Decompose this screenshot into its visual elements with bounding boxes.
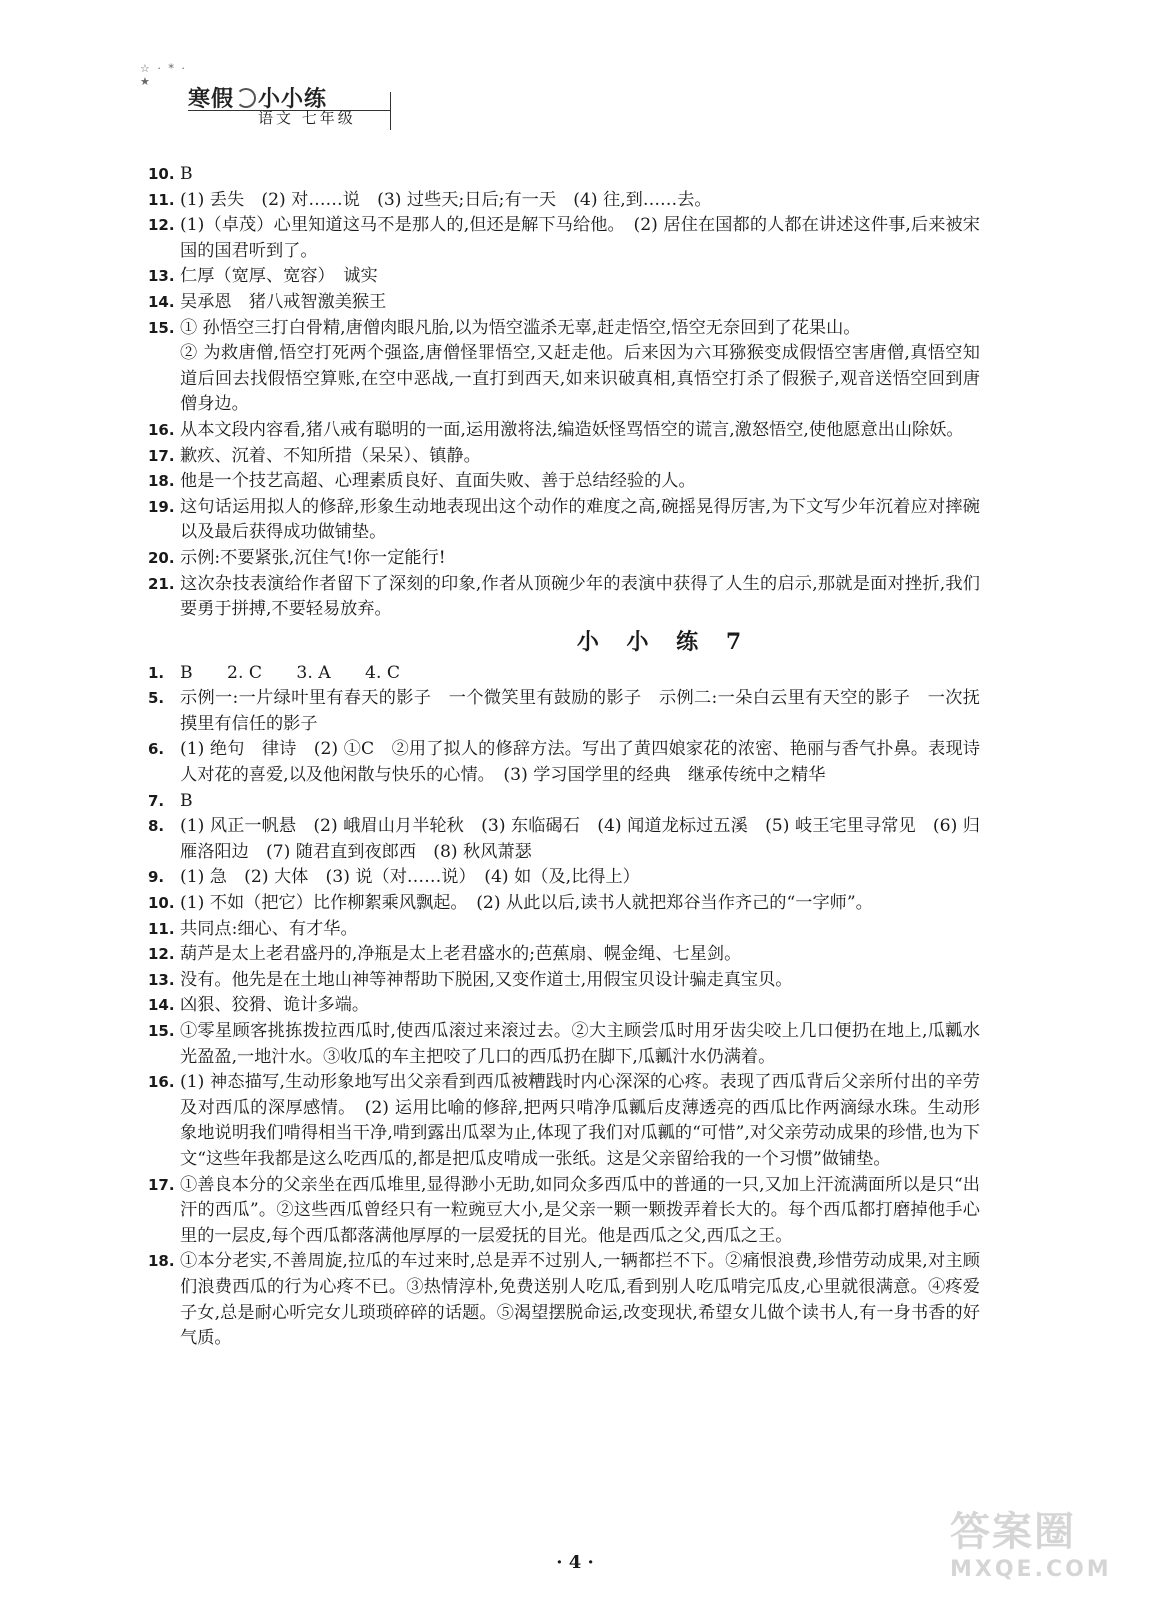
answer-item [148,1173,980,1250]
answer-text [180,917,980,943]
subject-grade: 语文 七年级 [258,109,356,127]
answer-text [180,290,980,316]
answer-item [148,1019,980,1070]
answer-text [180,865,980,891]
answer-number: 18. [148,1252,175,1271]
answer-number: 13. [148,267,175,286]
answer-number: 20. [148,548,175,567]
header-vertical-divider [390,92,391,130]
answer-text [180,444,980,470]
answer-item [148,213,980,264]
answers-part-1 [148,162,980,623]
answer-item [148,264,980,290]
answer-item [148,316,980,418]
answer-item [148,891,980,917]
answer-item [148,968,980,994]
answer-item [148,993,980,1019]
answer-paragraph: 葫芦是太上老君盛丹的,净瓶是太上老君盛水的;芭蕉扇、幌金绳、七星剑。 [180,944,742,965]
answer-number: 6. [148,740,165,759]
answer-text [180,213,980,264]
answer-paragraph: (1) 风正一帆悬 (2) 峨眉山月半轮秋 (3) 东临碣石 (4) 闻道龙标过五溪 (5) 岐王宅里寻常见 (6) 归雁洛阳边 (7) 随君直到夜郎西 (8) 秋风萧瑟 [180,816,980,862]
answer-text [180,188,980,214]
answer-text [180,814,980,865]
answer-number: 12. [148,216,175,235]
answer-text [180,1070,980,1172]
answer-text [180,572,980,623]
answer-paragraph: 从本文段内容看,猪八戒有聪明的一面,运用激将法,编造妖怪骂悟空的谎言,激怒悟空,使他愿意出山除妖。 [180,419,964,440]
answer-text [180,942,980,968]
answer-number: 10. [148,165,175,183]
answer-item [148,162,980,188]
answer-item [148,469,980,495]
answer-paragraph: ① 孙悟空三打白骨精,唐僧肉眼凡胎,以为悟空滥杀无辜,赶走悟空,悟空无奈回到了花果山。 [180,317,861,338]
answer-number: 9. [148,868,165,887]
answer-item [148,814,980,865]
answer-paragraph: B [180,790,193,811]
answer-number: 14. [148,996,175,1015]
answer-number: 18. [148,472,175,491]
watermark-logo [950,1500,1140,1595]
answer-number: 16. [148,1073,175,1092]
answer-text [180,993,980,1019]
answer-paragraph: ①善良本分的父亲坐在西瓜堆里,显得渺小无助,如同众多西瓜中的普通的一只,又加上汗流满面所以是只“出汗的西瓜”。②这些西瓜曾经只有一粒豌豆大小,是父亲一颗一颗拨弄着长大的。每个西瓜都打磨掉他手心里的一层皮,每个西瓜都落满他厚厚的一层爱抚的目光。他是西瓜之父,西瓜之王。 [180,1174,980,1246]
answer-item [148,789,980,815]
answer-number: 14. [148,292,175,311]
answer-text [180,162,980,188]
answer-paragraph: (1)（卓茂）心里知道这马不是那人的,但还是解下马给他。 (2) 居住在国都的人都在讲述这件事,后来被宋国的国君听到了。 [180,215,980,261]
answer-number: 1. [148,663,165,682]
brand-part-a: 寒假 [188,86,235,112]
answer-number: 19. [148,497,175,516]
page-number: · 4 · [556,1552,594,1573]
watermark-title: 答案圈 [950,1508,1076,1555]
star-decoration-icon: ☆ · * · ★ [140,62,187,88]
answer-paragraph: B [180,164,193,184]
answer-item [148,444,980,470]
moon-icon [236,88,256,108]
answer-item [148,1070,980,1172]
answer-content [148,162,980,1352]
answer-number: 10. [148,894,175,913]
answer-paragraph: 没有。他先是在土地山神等神帮助下脱困,又变作道士,用假宝贝设计骗走真宝贝。 [180,969,793,990]
section-title: 小 小 练 7 [576,628,752,655]
watermark-url: MXQE.COM [950,1557,1112,1582]
answer-number: 11. [148,190,175,209]
answer-text [180,686,980,737]
answer-number: 17. [148,1175,175,1194]
answer-paragraph: 示例一:一片绿叶里有春天的影子 一个微笑里有鼓励的影子 示例二:一朵白云里有天空的影子 一次抚摸里有信任的影子 [180,688,980,734]
answer-item [148,917,980,943]
answer-paragraph: 这次杂技表演给作者留下了深刻的印象,作者从顶碗少年的表演中获得了人生的启示,那就是面对挫折,我们要勇于拼搏,不要轻易放弃。 [180,573,980,620]
answer-item [148,737,980,788]
answer-paragraph: 吴承恩 猪八戒智激美猴王 [180,291,387,312]
answer-text [180,316,980,418]
answer-number: 5. [148,689,165,708]
answer-paragraph: (1) 神态描写,生动形象地写出父亲看到西瓜被糟践时内心深深的心疼。表现了西瓜背后父亲所付出的辛劳及对西瓜的深厚感情。 (2) 运用比喻的修辞,把两只啃净瓜瓤后皮薄透亮的西瓜比作两滴绿水珠。生动形象地说明我们啃得相当干净,啃到露出瓜翠为止,体现了我们对瓜瓤的“可惜”,对父亲劳动成果的珍惜,也为下文“这些年我都是这么吃西瓜的,都是把瓜皮啃成一张纸。这是父亲留给我的一个习惯”做铺垫。 [180,1072,980,1169]
answer-number: 7. [148,791,165,810]
answer-paragraph: (1) 不如（把它）比作柳絮乘风飘起。 (2) 从此以后,读书人就把郑谷当作齐己的“一字师”。 [180,893,873,914]
brand-part-b: 小小练 [258,86,328,112]
answer-paragraph: 这句话运用拟人的修辞,形象生动地表现出这个动作的难度之高,碗摇晃得厉害,为下文写少年沉着应对摔碗以及最后获得成功做铺垫。 [180,496,980,543]
answer-text [180,1173,980,1250]
answer-paragraph: (1) 丢失 (2) 对……说 (3) 过些天;日后;有一天 (4) 往,到……去。 [180,189,712,210]
answer-paragraph: 歉疚、沉着、不知所措（呆呆）、镇静。 [180,445,481,466]
answer-item [148,572,980,623]
answer-text [180,264,980,290]
answer-number: 15. [148,1022,175,1040]
answer-text [180,1249,980,1351]
answer-paragraph: ①本分老实,不善周旋,拉瓜的车过来时,总是弄不过别人,一辆都拦不下。②痛恨浪费,珍惜劳动成果,对主顾们浪费西瓜的行为心疼不已。③热情淳朴,免费送别人吃瓜,看到别人吃瓜啃完瓜皮,心里就很满意。④疼爱子女,总是耐心听完女儿琐琐碎碎的话题。⑤渴望摆脱命运,改变现状,希望女儿做个读书人,有一身书香的好气质。 [180,1251,980,1349]
answer-paragraph: ①零星顾客挑拣拨拉西瓜时,使西瓜滚过来滚过去。②大主顾尝瓜时用牙齿尖咬上几口便扔在地上,瓜瓤水光盈盈,一地汁水。③收瓜的车主把咬了几口的西瓜扔在脚下,瓜瓤汁水仍满着。 [180,1021,980,1067]
answer-text [180,546,980,572]
answer-text [180,891,980,917]
answer-item [148,1249,980,1351]
answer-item [148,865,980,891]
answer-number: 12. [148,945,175,964]
answer-text [180,789,980,815]
answer-number: 15. [148,318,175,337]
answer-paragraph: 他是一个技艺高超、心理素质良好、直面失败、善于总结经验的人。 [180,471,696,492]
answer-item [148,942,980,968]
answer-item [148,290,980,316]
answer-text [180,418,980,444]
answer-number: 8. [148,817,165,836]
answer-paragraph: 共同点:细心、有才华。 [180,918,358,939]
answer-paragraph: 凶狠、狡猾、诡计多端。 [180,995,370,1016]
answer-text [180,495,980,546]
answer-item [148,188,980,214]
answer-paragraph: (1) 急 (2) 大体 (3) 说（对……说） (4) 如（及,比得上） [180,867,640,888]
answer-number: 11. [148,919,175,938]
answer-item [148,495,980,546]
answer-number: 16. [148,420,175,439]
answer-item [148,686,980,737]
answer-item [148,661,980,687]
answer-item [148,546,980,572]
answer-paragraph: 仁厚（宽厚、宽容） 诚实 [180,266,378,287]
answers-part-2 [148,661,980,1352]
answer-item [148,418,980,444]
answer-number: 17. [148,446,175,465]
answer-text [180,1019,980,1070]
answer-text [180,661,980,687]
answer-text [180,737,980,788]
page-header [140,62,400,132]
answer-number: 21. [148,574,175,593]
answer-paragraph: 示例:不要紧张,沉住气!你一定能行! [180,547,446,568]
answer-paragraph: ② 为救唐僧,悟空打死两个强盗,唐僧怪罪悟空,又赶走他。后来因为六耳猕猴变成假悟空害唐僧,真悟空知道后回去找假悟空算账,在空中恶战,一直打到西天,如来识破真相,真悟空打杀了假猴子,观音送悟空回到唐僧身边。 [180,343,980,415]
answer-number: 13. [148,970,175,989]
answer-paragraph: (1) 绝句 律诗 (2) ①C ②用了拟人的修辞方法。写出了黄四娘家花的浓密、艳丽与香气扑鼻。表现诗人对花的喜爱,以及他闲散与快乐的心情。 (3) 学习国学里的经典 继承传统中之精华 [180,739,980,786]
answer-text [180,469,980,495]
answer-paragraph: B 2. C 3. A 4. C [180,662,401,683]
answer-text [180,968,980,994]
